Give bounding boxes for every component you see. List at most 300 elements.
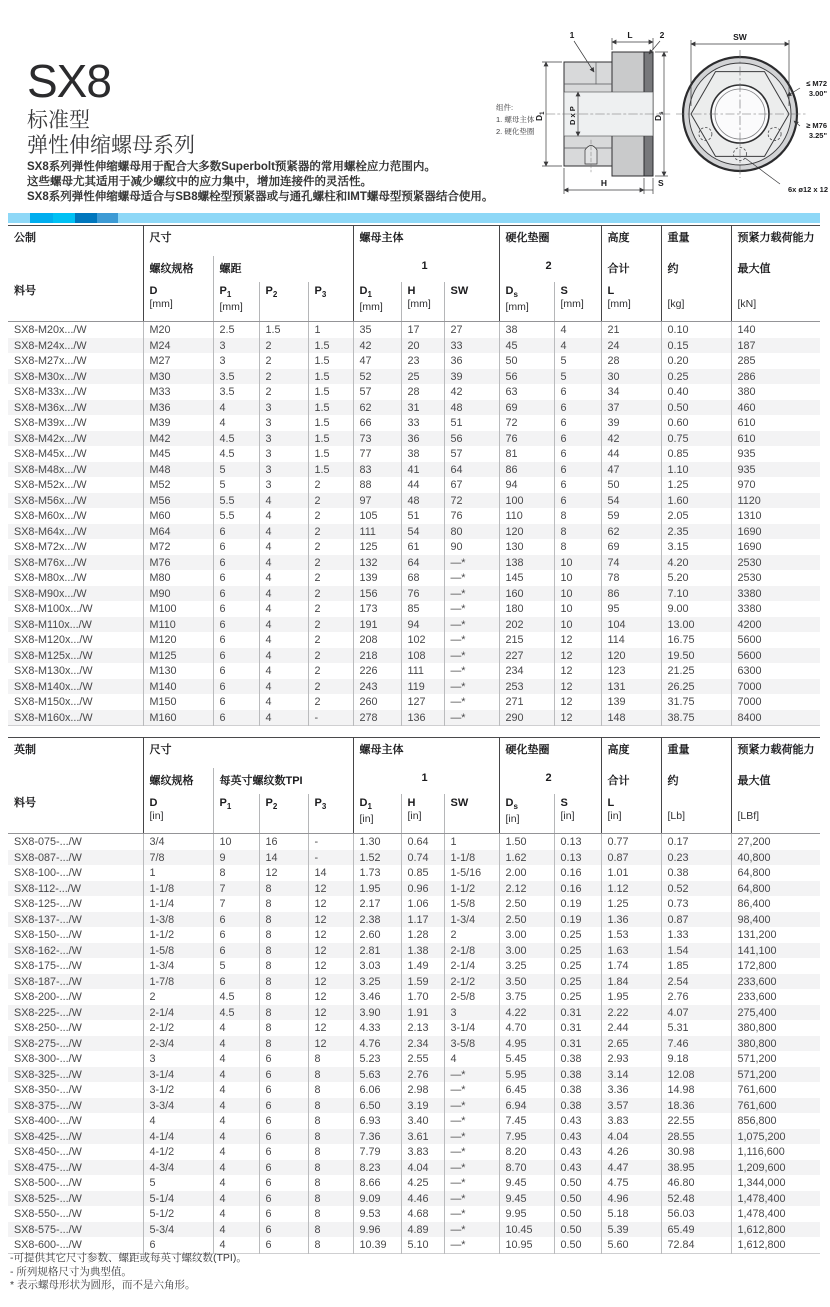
table-cell: 0.73 [661,896,731,912]
column-header: S [mm] [554,282,601,322]
table-cell: 5.5 [213,508,259,524]
table-row [8,710,820,726]
dim-label-D1: $D_1$ [534,111,546,121]
table-cell: 4 [213,1067,259,1083]
table-cell: 5.5 [213,493,259,509]
table-cell: 0.16 [554,881,601,897]
table-cell: 160 [499,586,554,602]
table-cell: 12 [554,694,601,710]
table-cell: M24 [143,338,213,354]
table-cell: 4.70 [499,1020,554,1036]
table-cell: 4.47 [601,1160,661,1176]
table-cell: 5 [213,958,259,974]
table-row [8,974,820,990]
table-cell: 0.31 [554,1005,601,1021]
table-cell: SX8-162-.../W [14,944,82,957]
table-cell: 2.22 [601,1005,661,1021]
table-cell: 0.50 [554,1191,601,1207]
group-header-height: 高度 [601,226,661,257]
column-header: 料号 [8,282,143,322]
table-cell: 5 [554,369,601,385]
table-cell: 4 [444,1051,499,1067]
table-cell: 7.46 [661,1036,731,1052]
table-cell: SX8-M52x.../W [14,479,87,491]
table-cell: 8 [259,989,308,1005]
table-cell: —* [444,1113,499,1129]
table-cell: 57 [353,384,401,400]
table-cell: 5.10 [401,1237,444,1253]
table-row [8,679,820,695]
table-cell: 125 [353,539,401,555]
table-cell: 218 [353,648,401,664]
table-cell: 42 [444,384,499,400]
table-cell: 148 [601,710,661,726]
table-cell: 0.43 [554,1160,601,1176]
table-cell: 1.06 [401,896,444,912]
table-cell: 4 [259,493,308,509]
table-cell: 8.20 [499,1144,554,1160]
table-cell: 12 [259,865,308,881]
table-cell: —* [444,1160,499,1176]
table-cell: SX8-M27x.../W [14,355,87,367]
table-cell: —* [444,586,499,602]
table-cell: 4 [213,1175,259,1191]
table-cell: 6 [259,1051,308,1067]
table-cell: 0.50 [554,1175,601,1191]
table-cell: 6 [213,648,259,664]
table-cell: 3 [259,431,308,447]
table-cell: 36 [401,431,444,447]
table-cell: 47 [353,353,401,369]
table-row [8,1129,820,1145]
table-cell: M125 [143,648,213,664]
table-cell: 935 [731,446,820,462]
table-cell: 0.38 [554,1082,601,1098]
sub-header-approx: 约 [661,256,731,282]
table-cell: 7 [213,896,259,912]
table-cell: 1.17 [401,912,444,928]
table-cell: 3.5 [213,369,259,385]
table-cell: 4 [143,1113,213,1129]
table-cell: 0.31 [554,1036,601,1052]
table-cell: 3.36 [601,1082,661,1098]
table-cell: 5 [213,462,259,478]
cross-section-view [546,52,670,176]
table-cell: 243 [353,679,401,695]
table-cell: 14 [259,850,308,866]
imperial-table-section [8,737,820,1254]
table-cell: 187 [731,338,820,354]
table-cell: 0.25 [554,958,601,974]
table-cell: 5.18 [601,1206,661,1222]
table-cell: 6 [213,912,259,928]
table-cell: M20 [143,322,213,338]
table-cell: M33 [143,384,213,400]
table-group-header-row [8,226,820,257]
table-cell: 1.73 [353,865,401,881]
table-cell: 2.12 [499,881,554,897]
table-cell: 66 [353,415,401,431]
thread-note-small: ≤ M72 [806,79,827,88]
accent-bar-segment [30,213,53,223]
column-header: SW [444,282,499,322]
table-cell: 51 [444,415,499,431]
table-cell: 48 [444,400,499,416]
table-cell: 5.20 [661,570,731,586]
table-cell: SX8-275-.../W [14,1037,82,1050]
table-cell: 1-5/8 [143,943,213,959]
table-cell: 3.25 [499,958,554,974]
components-note-washer: 2. 硬化垫圈 [496,127,535,136]
table-cell: 2 [444,927,499,943]
table-cell: 78 [601,570,661,586]
table-cell: 54 [401,524,444,540]
table-row [8,1175,820,1191]
table-cell: 233,600 [731,974,820,990]
table-cell: 0.50 [554,1222,601,1238]
table-cell: M39 [143,415,213,431]
accent-bar-segment [8,213,30,223]
table-cell: 4.5 [213,989,259,1005]
table-cell: 40,800 [731,850,820,866]
thread-note-large: ≥ M76 [806,121,827,130]
table-cell: 1.5 [308,384,353,400]
section-label: 英制 [14,744,36,756]
table-cell: 8 [308,1129,353,1145]
table-cell: 4.22 [499,1005,554,1021]
table-cell: 8 [308,1175,353,1191]
table-cell: 0.16 [554,865,601,881]
table-cell: 156 [353,586,401,602]
table-cell: 227 [499,648,554,664]
column-header: $P_1$ [213,794,259,834]
table-cell: 2.98 [401,1082,444,1098]
table-cell: 2 [308,586,353,602]
table-cell: 1.10 [661,462,731,478]
table-cell: 34 [601,384,661,400]
table-cell: 9.00 [661,601,731,617]
table-cell: SX8-M33x.../W [14,386,87,398]
table-cell: 285 [731,353,820,369]
table-cell: 4-3/4 [143,1160,213,1176]
table-cell: —* [444,1144,499,1160]
group-header-weight: 重量 [661,738,731,769]
table-cell: 4-1/2 [143,1144,213,1160]
table-cell: 12 [308,912,353,928]
table-cell: 73 [353,431,401,447]
table-cell: 72.84 [661,1237,731,1253]
table-cell: 6 [554,415,601,431]
table-cell: 2 [308,524,353,540]
table-cell: 1.25 [661,477,731,493]
table-cell: 1.52 [353,850,401,866]
table-cell: 4 [259,524,308,540]
table-cell: 8.23 [353,1160,401,1176]
table-cell: 0.52 [661,881,731,897]
column-header: [Lb] [661,794,731,834]
table-cell: M150 [143,694,213,710]
table-cell: —* [444,1222,499,1238]
table-cell: 12 [554,710,601,726]
table-cell: 6 [554,400,601,416]
table-cell: 2.50 [499,896,554,912]
table-cell: 275,400 [731,1005,820,1021]
table-cell: SX8-112-.../W [14,882,82,895]
table-cell: SX8-375-.../W [14,1099,82,1112]
table-cell: 5.23 [353,1051,401,1067]
table-cell: 4 [213,1051,259,1067]
table-cell: 1.53 [601,927,661,943]
table-cell: 119 [401,679,444,695]
table-cell: M36 [143,400,213,416]
table-cell: SX8-M150x.../W [14,696,93,708]
table-cell: 28.55 [661,1129,731,1145]
table-cell: 4.04 [401,1160,444,1176]
table-cell: 2.60 [353,927,401,943]
table-cell: SX8-500-.../W [14,1177,82,1189]
table-cell: 1-3/4 [444,912,499,928]
table-cell: —* [444,679,499,695]
components-note-body: 1. 螺母主体 [496,115,535,124]
table-cell: 9.96 [353,1222,401,1238]
table-cell: 3.61 [401,1129,444,1145]
table-cell: 72 [499,415,554,431]
table-cell: 571,200 [731,1051,820,1067]
table-cell: SX8-M42x.../W [14,432,87,445]
table-cell: 10 [554,570,601,586]
table-cell: —* [444,1098,499,1114]
table-cell: 8 [259,927,308,943]
table-cell: 380 [731,384,820,400]
table-cell: 10.95 [499,1237,554,1253]
table-cell: 4 [259,601,308,617]
table-cell: 6 [213,539,259,555]
table-row [8,384,820,400]
table-cell: - [308,834,353,850]
nut-drawing-svg [488,26,830,206]
table-cell: 8 [259,958,308,974]
table-cell: 0.38 [554,1098,601,1114]
table-cell: 202 [499,617,554,633]
table-cell: 94 [401,617,444,633]
table-cell: 94 [499,477,554,493]
table-cell: 2 [308,694,353,710]
table-cell: 610 [731,415,820,431]
table-cell: 64 [444,462,499,478]
table-cell: 1.5 [308,338,353,354]
table-cell: 2.54 [661,974,731,990]
table-cell: 1690 [731,524,820,540]
dim-label-Ds: $D_s$ [653,111,665,121]
table-cell: 0.13 [554,850,601,866]
accent-bar-segment [97,213,118,223]
table-cell: 0.38 [554,1067,601,1083]
sub-header-2: 2 [499,768,601,794]
imperial-table [8,737,820,1254]
table-cell: 4.33 [353,1020,401,1036]
table-cell: 610 [731,431,820,447]
table-cell: 0.25 [554,943,601,959]
column-header: $P_2$ [259,794,308,834]
table-cell: 0.13 [554,834,601,850]
table-cell: 76 [444,508,499,524]
table-cell: 1.25 [601,896,661,912]
accent-bar-segment [118,213,820,223]
table-cell: 233,600 [731,989,820,1005]
table-cell: 6 [259,1098,308,1114]
table-cell: 45 [499,338,554,354]
table-cell: 2.38 [353,912,401,928]
table-cell: 290 [499,710,554,726]
table-cell: 2 [259,384,308,400]
table-cell: 935 [731,462,820,478]
table-row [8,881,820,897]
table-cell: 4 [213,1082,259,1098]
table-row [8,694,820,710]
table-cell: 1.5 [308,446,353,462]
table-row [8,1160,820,1176]
table-cell: M90 [143,586,213,602]
table-row [8,1036,820,1052]
table-cell: 3 [213,338,259,354]
table-cell: SX8-075-.../W [14,836,82,848]
table-cell: 6 [259,1129,308,1145]
table-cell: 3.5 [213,384,259,400]
dim-label-L: L [627,30,633,40]
table-cell: SX8-M72x.../W [14,541,87,553]
table-cell: 4 [213,1036,259,1052]
table-cell: 0.43 [554,1113,601,1129]
table-cell: 2.35 [661,524,731,540]
table-cell: 52 [353,369,401,385]
table-row [8,989,820,1005]
accent-bar [8,213,820,223]
column-header: $P_3$ [308,282,353,322]
table-cell: 12 [554,663,601,679]
table-cell: 6 [554,446,601,462]
table-cell: 9.53 [353,1206,401,1222]
table-cell: M130 [143,663,213,679]
table-cell: 12 [308,943,353,959]
table-cell: M80 [143,570,213,586]
table-row [8,1237,820,1253]
table-cell: 6.06 [353,1082,401,1098]
imperial-table-body [8,834,820,1254]
table-cell: 98,400 [731,912,820,928]
table-row [8,555,820,571]
table-cell: 100 [499,493,554,509]
sub-header-total: 合计 [601,256,661,282]
table-cell: SX8-M20x.../W [14,324,87,336]
table-cell: 8 [308,1098,353,1114]
table-cell: 7.79 [353,1144,401,1160]
table-cell: 3.14 [601,1067,661,1083]
table-cell: 2.81 [353,943,401,959]
table-cell: 68 [401,570,444,586]
group-header-washer: 硬化垫圈 [499,738,601,769]
table-cell: 0.77 [601,834,661,850]
table-cell: 6 [213,632,259,648]
table-cell: —* [444,1237,499,1253]
table-cell: 56 [444,431,499,447]
table-cell: 2530 [731,570,820,586]
table-cell: 4 [259,694,308,710]
table-cell: 30.98 [661,1144,731,1160]
table-row [8,1051,820,1067]
table-cell: 8 [213,865,259,881]
table-cell: 0.25 [554,927,601,943]
table-cell: 88 [353,477,401,493]
table-cell: 1-1/2 [444,881,499,897]
table-cell: 6 [143,1237,213,1253]
table-cell: 2 [308,539,353,555]
table-sub-header-row [8,256,820,282]
table-cell: 6 [554,462,601,478]
table-cell: 56.03 [661,1206,731,1222]
table-cell: 6 [213,555,259,571]
table-cell: 27 [444,322,499,338]
table-cell: 110 [499,508,554,524]
table-cell: 3380 [731,601,820,617]
table-cell: 2.65 [601,1036,661,1052]
table-row [8,1222,820,1238]
table-cell: 1-1/2 [143,927,213,943]
table-cell: 3.50 [499,974,554,990]
table-cell: 1.12 [601,881,661,897]
description-line: SX8系列弹性伸缩螺母用于配合大多数Superbolt预紧器的常用螺栓应力范围内。 [27,161,436,173]
table-cell: 5.60 [601,1237,661,1253]
table-cell: SX8-200-.../W [14,991,82,1003]
table-cell: 1,209,600 [731,1160,820,1176]
table-cell: SX8-M30x.../W [14,370,87,383]
table-row [8,1020,820,1036]
product-description [27,160,493,205]
sub-header-total: 合计 [601,768,661,794]
table-cell: 4200 [731,617,820,633]
table-cell: 6 [213,710,259,726]
table-cell: 191 [353,617,401,633]
table-cell: M76 [143,555,213,571]
table-row [8,865,820,881]
table-cell: 6 [213,679,259,695]
group-header-washer: 硬化垫圈 [499,226,601,257]
table-cell: 50 [499,353,554,369]
table-cell: SX8-187-.../W [14,975,82,988]
sub-header-approx: 约 [661,768,731,794]
table-row [8,353,820,369]
table-row [8,415,820,431]
table-cell: 8 [554,539,601,555]
column-header: SW [444,794,499,834]
table-cell: 8 [259,1005,308,1021]
table-cell: 39 [601,415,661,431]
table-cell: 7 [213,881,259,897]
table-cell: 36 [444,353,499,369]
table-cell: 3 [259,415,308,431]
table-cell: 31 [401,400,444,416]
table-cell: 0.50 [554,1237,601,1253]
table-cell: 1.63 [601,943,661,959]
table-cell: 1,612,800 [731,1237,820,1253]
table-cell: 95 [601,601,661,617]
group-header-height: 高度 [601,738,661,769]
table-cell: —* [444,648,499,664]
group-header-nut-body: 螺母主体 [353,226,499,257]
table-cell: 0.74 [401,850,444,866]
column-header: $P_3$ [308,794,353,834]
table-cell: SX8-M56x.../W [14,494,87,507]
table-cell: 10 [554,617,601,633]
